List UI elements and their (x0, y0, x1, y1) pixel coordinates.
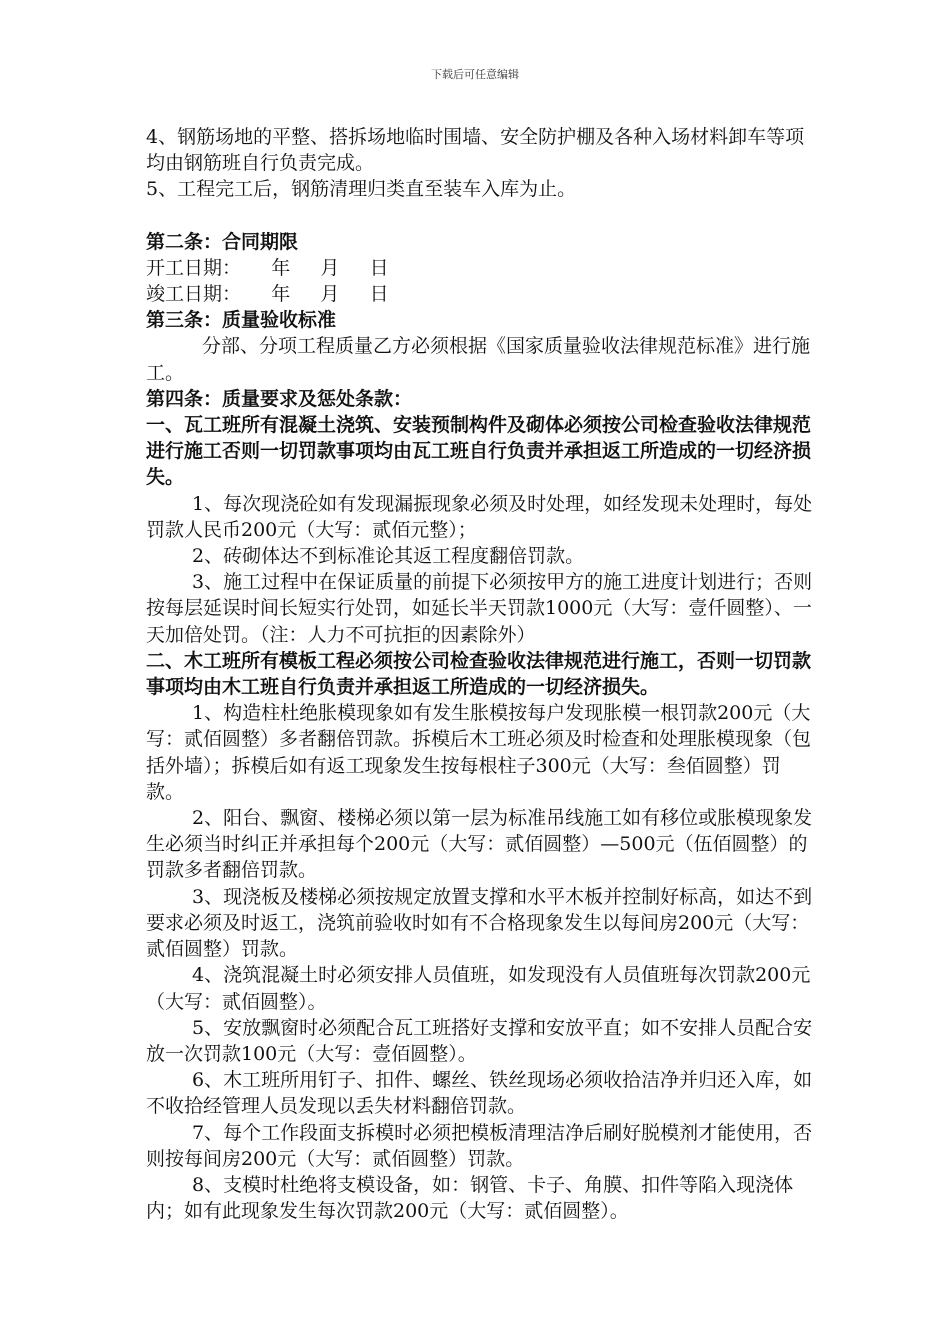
article-2-title: 第二条：合同期限 (146, 230, 299, 253)
section-2-heading: 二、木工班所有模板工程必须按公司检查验收法律规范进行施工，否则一切罚款事项均由木工班自行负责并承担返工所造成的一切经济损失。 (146, 649, 812, 699)
section-1-item-1: 1、每次现浇砼如有发现漏振现象必须及时处理，如经发现未处理时，每处罚款人民币200元（大写：贰佰元整）； (146, 492, 813, 541)
document-body (146, 124, 814, 1224)
article-4-title: 第四条：质量要求及惩处条款： (146, 387, 413, 410)
clause-5: 5、工程完工后，钢筋清理归类直至装车入库为止。 (146, 178, 577, 201)
section-2-item-1: 1、构造柱杜绝胀模现象如有发生胀模按每户发现胀模一根罚款200元（大写：贰佰圆整）多者翻倍罚款。拆模后木工班必须及时检查和处理胀模现象（包括外墙）；拆模后如有返工现象发生按每根柱子300元（大写：叁佰圆整）罚款。 (146, 702, 812, 803)
clause-4: 4、钢筋场地的平整、搭拆场地临时围墙、安全防护棚及各种入场材料卸车等项均由钢筋班自行负责完成。 (146, 126, 805, 175)
article-3-title: 第三条：质量验收标准 (146, 309, 337, 332)
blank-line (146, 203, 814, 229)
article-3-text: 分部、分项工程质量乙方必须根据《国家质量验收法律规范标准》进行施工。 (146, 335, 811, 384)
section-2-item-5: 5、安放飘窗时必须配合瓦工班搭好支撑和安放平直；如不安排人员配合安放一次罚款100元（大写：壹佰圆整）。 (146, 1016, 813, 1065)
section-2-item-3: 3、现浇板及楼梯必须按规定放置支撑和水平木板并控制好标高，如达不到要求必须及时返工，浇筑前验收时如有不合格现象发生以每间房200元（大写：贰佰圆整）罚款。 (146, 885, 813, 961)
section-2-item-7: 7、每个工作段面支拆模时必须把模板清理洁净后刷好脱模剂才能使用，否则按每间房200元（大写：贰佰圆整）罚款。 (146, 1121, 813, 1170)
end-date-line: 竣工日期： 年 月 日 (146, 283, 389, 306)
section-2-item-8: 8、支模时杜绝将支模设备，如：钢管、卡子、角膜、扣件等陷入现浇体内；如有此现象发生每次罚款200元（大写：贰佰圆整）。 (146, 1173, 794, 1223)
page-header: 下载后可任意编辑 (431, 68, 519, 81)
section-2-item-4: 4、浇筑混凝土时必须安排人员值班，如发现没有人员值班每次罚款200元（大写：贰佰圆整）。 (146, 964, 811, 1013)
start-date-line: 开工日期： 年 月 日 (146, 256, 389, 279)
section-1-heading: 一、瓦工班所有混凝土浇筑、安装预制构件及砌体必须按公司检查验收法律规范进行施工否则一切罚款事项均由瓦工班自行负责并承担返工所造成的一切经济损失。 (146, 414, 812, 489)
section-2-item-2: 2、阳台、飘窗、楼梯必须以第一层为标准吊线施工如有移位或胀模现象发生必须当时纠正并承担每个200元（大写：贰佰圆整）—500元（伍佰圆整）的罚款多者翻倍罚款。 (146, 807, 813, 882)
section-1-item-3: 3、施工过程中在保证质量的前提下必须按甲方的施工进度计划进行；否则按每层延误时间长短实行处罚，如延长半天罚款1000元（大写：壹仟圆整）、一天加倍处罚。（注：人力不可抗拒的因素除外） (146, 571, 813, 646)
section-2-item-6: 6、木工班所用钉子、扣件、螺丝、铁丝现场必须收拾洁净并归还入库，如不收拾经管理人员发现以丢失材料翻倍罚款。 (146, 1069, 813, 1118)
section-1-item-2: 2、砖砌体达不到标准论其返工程度翻倍罚款。 (192, 545, 585, 568)
